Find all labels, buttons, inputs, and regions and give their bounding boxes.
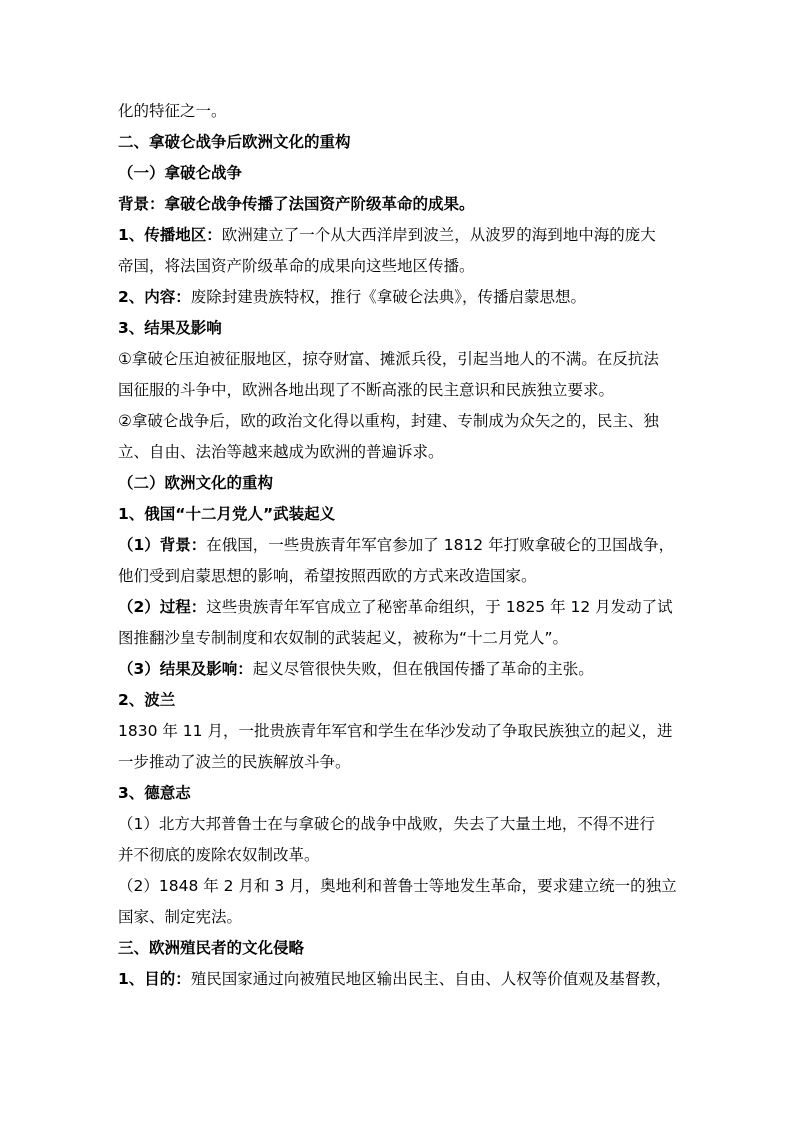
body-text: ②拿破仑战争后，欧的政治文化得以重构，封建、专制成为众矢之的，民主、独 [118, 412, 659, 430]
body-text: ①拿破仑压迫被征服地区，掠夺财富、摊派兵役，引起当地人的不满。在反抗法 [118, 350, 659, 368]
body-text: 帝国，将法国资产阶级革命的成果向这些地区传播。 [118, 257, 475, 275]
body-text [118, 654, 684, 685]
subsection-heading: （一）拿破仑战争 [118, 164, 243, 182]
inline-text: 欧洲建立了一个从大西洋岸到波兰，从波罗的海到地中海的庞大 [221, 226, 656, 244]
inline-label: 1、传播地区： [118, 226, 222, 244]
body-text: 他们受到启蒙思想的影响，希望按照西欧的方式来改造国家。 [118, 567, 537, 585]
item-heading: 2、波兰 [118, 691, 176, 709]
body-text: 立、自由、法治等越来越成为欧洲的普遍诉求。 [118, 443, 444, 461]
body-text: 一步推动了波兰的民族解放斗争。 [118, 753, 351, 771]
inline-text: 这些贵族青年军官成立了秘密革命组织，于 1825 年 12 月发动了试 [206, 598, 673, 616]
body-text: 国家、制定宪法。 [118, 908, 243, 926]
inline-label: （3）结果及影响： [118, 660, 253, 678]
item-heading: 3、结果及影响 [118, 319, 222, 337]
item-heading: 1、俄国“十二月党人”武装起义 [118, 505, 336, 523]
item-heading: 3、德意志 [118, 784, 191, 802]
body-text: 化的特征之一。 [118, 102, 227, 120]
inline-label: 2、内容： [118, 288, 191, 306]
body-text [118, 220, 684, 251]
body-text [118, 530, 684, 561]
body-text: 1830 年 11 月，一批贵族青年军官和学生在华沙发动了争取民族独立的起义，进 [118, 722, 673, 740]
body-text: 国征服的斗争中，欧洲各地出现了不断高涨的民主意识和民族独立要求。 [118, 381, 615, 399]
body-text: （2）1848 年 2 月和 3 月，奥地利和普鲁士等地发生革命，要求建立统一的独立 [118, 877, 677, 895]
body-text: （1）北方大邦普鲁士在与拿破仑的战争中战败，失去了大量土地，不得不进行 [118, 815, 655, 833]
body-text [118, 592, 684, 623]
body-text [118, 282, 684, 313]
inline-text: 殖民国家通过向被殖民地区输出民主、自由、人权等价值观及基督教， [190, 970, 672, 988]
bold-paragraph: 背景：拿破仑战争传播了法国资产阶级革命的成果。 [118, 195, 475, 213]
inline-label: （1）背景： [118, 536, 207, 554]
inline-text: 起义尽管很快失败，但在俄国传播了革命的主张。 [252, 660, 594, 678]
body-text: 并不彻底的废除农奴制改革。 [118, 846, 320, 864]
body-text [118, 964, 684, 995]
inline-label: （2）过程： [118, 598, 207, 616]
inline-label: 1、目的： [118, 970, 191, 988]
inline-text: 在俄国，一些贵族青年军官参加了 1812 年打败拿破仑的卫国战争， [206, 536, 675, 554]
section-heading: 三、欧洲殖民者的文化侵略 [118, 939, 305, 957]
body-text: 图推翻沙皇专制制度和农奴制的武装起义，被称为“十二月党人”。 [118, 629, 569, 647]
subsection-heading: （二）欧洲文化的重构 [118, 474, 274, 492]
inline-text: 废除封建贵族特权，推行《拿破仑法典》，传播启蒙思想。 [190, 288, 587, 306]
section-heading: 二、拿破仑战争后欧洲文化的重构 [118, 133, 351, 151]
